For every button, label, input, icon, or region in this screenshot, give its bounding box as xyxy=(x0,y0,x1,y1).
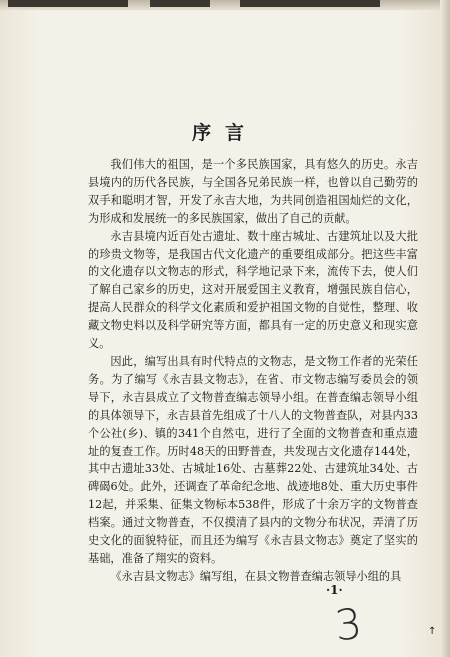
document-title: 序言 xyxy=(191,122,258,144)
document-body xyxy=(88,156,418,586)
page-number: ·1· xyxy=(326,583,343,597)
handwritten-page-number: 3 xyxy=(332,598,365,651)
scan-right-edge xyxy=(440,0,450,657)
paragraph-3: 因此，编写出具有时代特点的文物志，是文物工作者的光荣任务。为了编写《永吉县文物志》，在省、市文物志编写委员会的领导下，永吉县成立了文物普查编志领导小组。在普查编志领导小组的具体领导下，永吉县首先组成了十八人的文物普查队，对县内33个公社(乡)、镇的341个自然屯，进行了全面的文物普查和重点遗址的复查工作。历时48天的田野普查，共发现古文化遗存144处，其中古遗址33处、古城址16处、古墓葬22处、古建筑址34处、古碑碣6处。此外，还调查了革命纪念地、战迹地8处、重大历史事件12起，并采集、征集文物标本538件，形成了十余万字的文物普查档案。通过文物普查，不仅摸清了县内的文物分布状况，弄清了历史文化的面貌特征，而且还为编写《永吉县文物志》奠定了坚实的基础，准备了翔实的资料。 xyxy=(88,354,418,565)
scan-top-edge xyxy=(0,0,450,10)
paragraph-1: 我们伟大的祖国，是一个多民族国家，具有悠久的历史。永吉县境内的历代各民族，与全国各兄弟民族一样，也曾以自己勤劳的双手和聪明才智，开发了永吉大地，为共同创造祖国灿烂的文化，为形成和发展统一的多民族国家，做出了自己的贡献。 xyxy=(88,158,418,225)
margin-mark: ↑ xyxy=(428,626,437,637)
paragraph-2: 永吉县境内近百处古遗址、数十座古城址、古建筑址以及大批的珍贵文物等，是我国古代文化遗产的重要组成部分。把这些丰富的文化遗存以文物志的形式，科学地记录下来，流传下去，使人们了解自己家乡的历史，这对开展爱国主义教育，增强民族自信心，提高人民群众的科学文化素质和爱护祖国文物的自觉性，整理、收藏文物史料以及科学研究等方面，都具有一定的历史意义和现实意义。 xyxy=(88,229,418,351)
paragraph-4: 《永吉县文物志》编写组，在县文物普查编志领导小组的具 xyxy=(110,569,402,583)
